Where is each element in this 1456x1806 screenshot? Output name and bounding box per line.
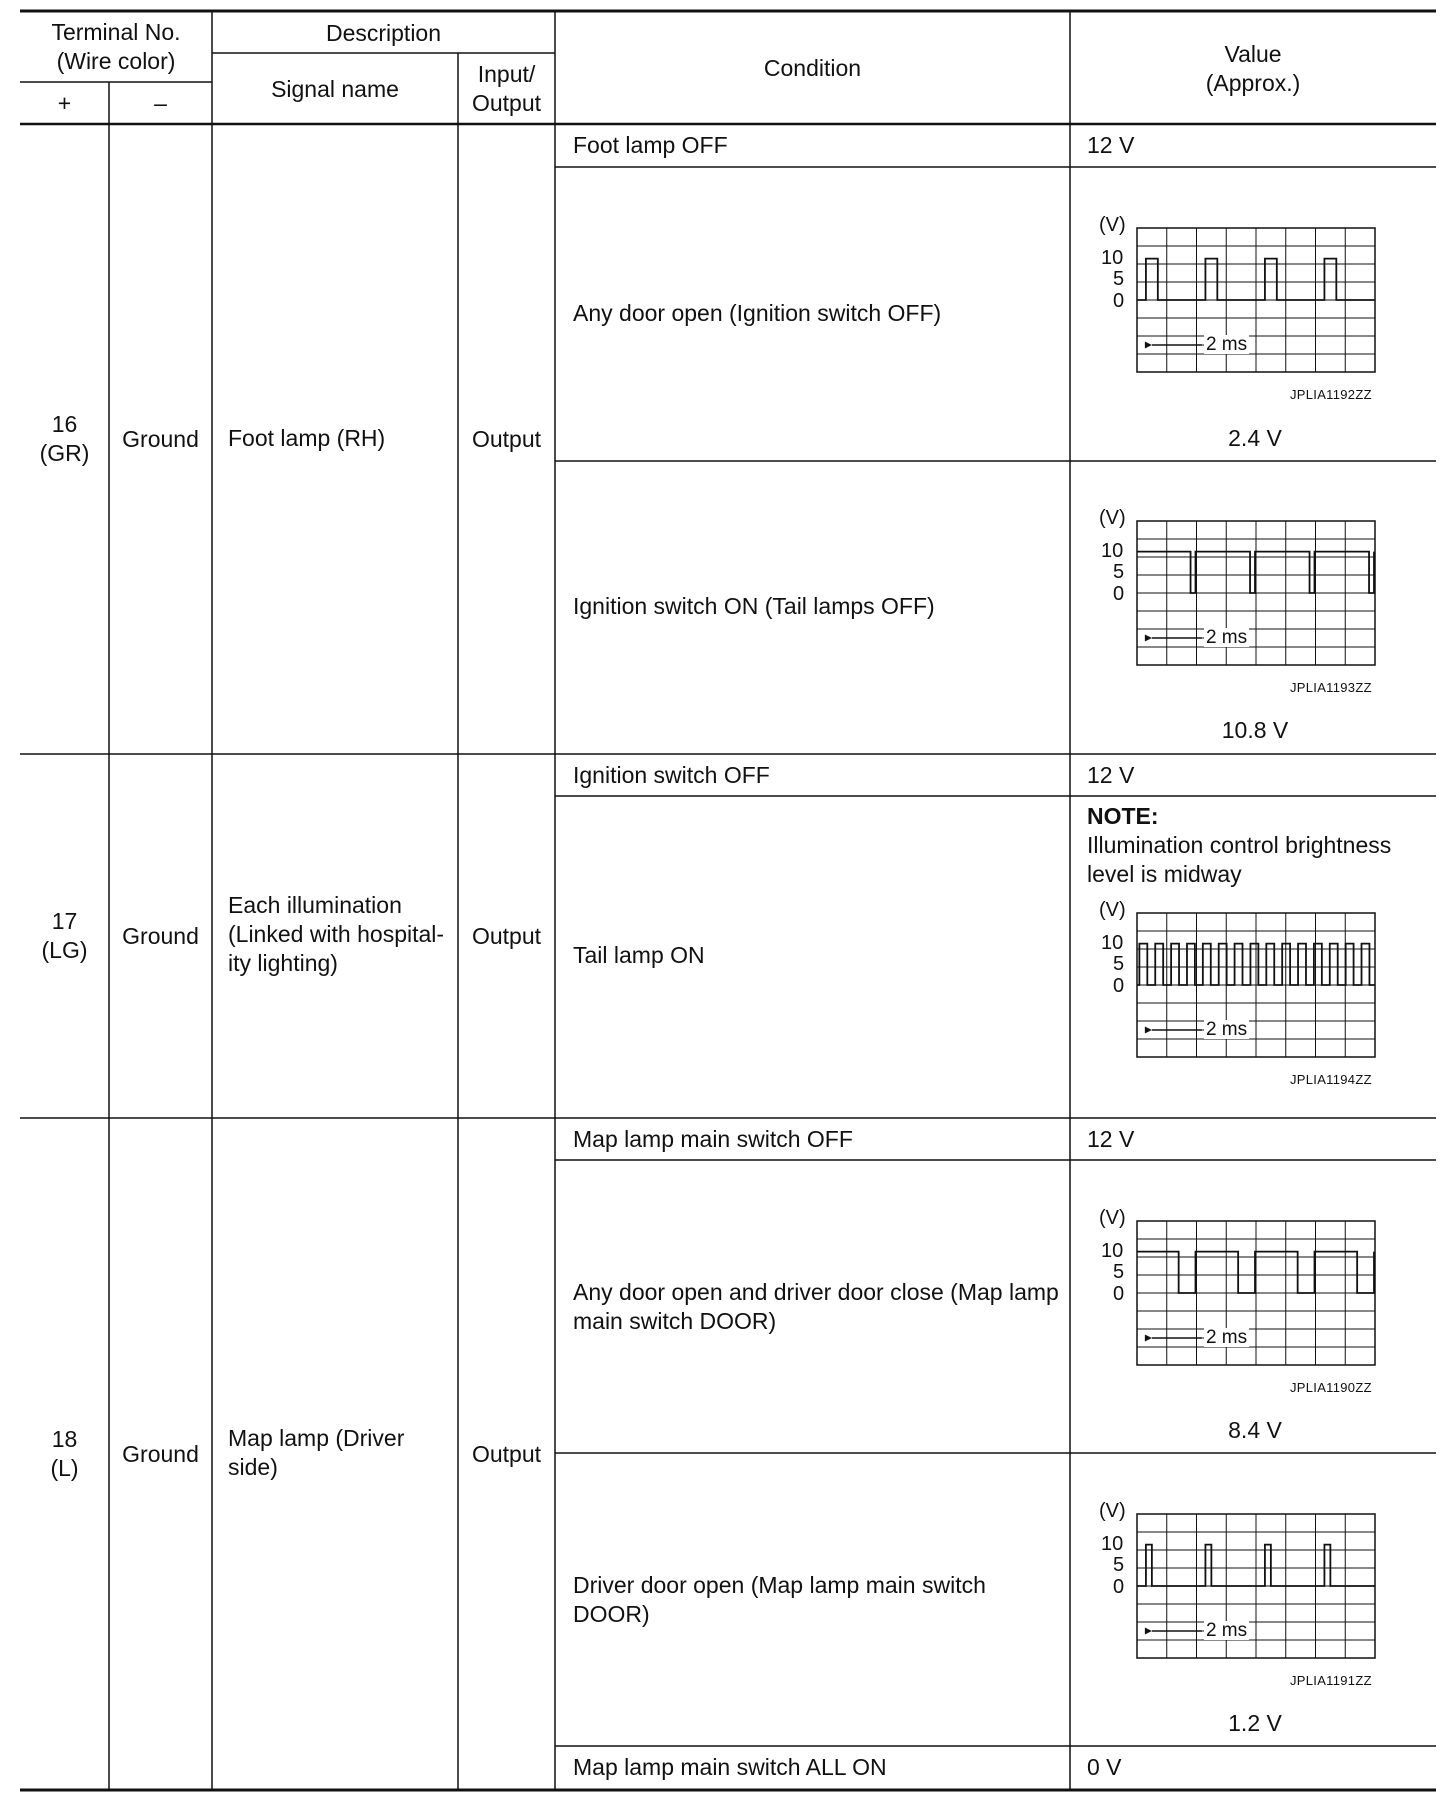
time-scale-label: 2 ms xyxy=(1205,1620,1248,1641)
signal-line: Each illumination xyxy=(228,892,402,918)
header-input-output xyxy=(458,54,555,124)
terminal-17 xyxy=(20,754,109,1118)
note-title: NOTE: xyxy=(1087,803,1159,829)
signal-trace xyxy=(1137,1252,1374,1293)
volt-unit-label: (V) xyxy=(1099,1207,1126,1229)
signal-18 xyxy=(228,1424,458,1482)
waveform-18-2 xyxy=(1095,1206,1425,1416)
terminal-number: 18 xyxy=(51,1426,78,1452)
y-tick-5: 5 xyxy=(1113,1261,1125,1284)
condition-18-3 xyxy=(573,1571,1063,1629)
note-line: Illumination control brightness xyxy=(1087,832,1392,858)
y-tick-10: 10 xyxy=(1101,1532,1124,1555)
figure-code: JPLIA1194ZZ xyxy=(1290,1072,1372,1087)
wire-color: (GR) xyxy=(39,440,90,466)
time-scale-label: 2 ms xyxy=(1205,334,1248,355)
condition-line: main switch DOOR) xyxy=(573,1308,777,1334)
header-plus: + xyxy=(57,90,72,116)
y-tick-5: 5 xyxy=(1113,1554,1125,1577)
value-16-3: 10.8 V xyxy=(1221,717,1289,743)
signal-line: side) xyxy=(228,1454,278,1480)
volt-unit-label: (V) xyxy=(1099,1500,1126,1522)
y-tick-10: 10 xyxy=(1101,539,1124,562)
y-tick-5: 5 xyxy=(1113,953,1125,976)
terminal-number: 16 xyxy=(51,411,78,437)
waveform-17-2 xyxy=(1095,898,1425,1108)
header-input: Input/ xyxy=(477,61,536,87)
ground-18: Ground xyxy=(122,1440,199,1467)
condition-18-2 xyxy=(573,1278,1068,1336)
y-tick-10: 10 xyxy=(1101,931,1124,954)
volt-unit-label: (V) xyxy=(1099,899,1126,921)
y-tick-10: 10 xyxy=(1101,1239,1124,1262)
waveform-18-3 xyxy=(1095,1499,1425,1709)
arrow-head xyxy=(1145,1027,1152,1034)
scope-grid xyxy=(1095,1206,1425,1416)
value-16-1: 12 V xyxy=(1087,132,1135,158)
time-scale-label: 2 ms xyxy=(1205,1019,1248,1040)
y-tick-0: 0 xyxy=(1113,583,1125,605)
condition-16-3: Ignition switch ON (Tail lamps OFF) xyxy=(573,593,935,619)
scope-grid xyxy=(1095,213,1425,423)
terminal-18 xyxy=(20,1118,109,1790)
figure-code: JPLIA1190ZZ xyxy=(1290,1380,1372,1395)
signal-17 xyxy=(228,891,458,978)
value-16-2: 2.4 V xyxy=(1228,425,1282,451)
header-terminal-no: Terminal No. xyxy=(51,19,181,45)
volt-unit-label: (V) xyxy=(1099,507,1126,529)
signal-trace xyxy=(1137,552,1374,593)
arrow-head xyxy=(1145,1335,1152,1342)
io-16: Output xyxy=(471,425,542,452)
header-minus: – xyxy=(154,90,167,116)
header-value-label: Value xyxy=(1224,40,1282,67)
value-18-4: 0 V xyxy=(1087,1754,1122,1780)
time-scale-label: 2 ms xyxy=(1205,627,1248,648)
condition-line: Any door open and driver door close (Map lamp xyxy=(573,1279,1059,1305)
y-tick-0: 0 xyxy=(1113,975,1125,997)
signal-line: Map lamp (Driver xyxy=(228,1425,405,1451)
condition-17-2: Tail lamp ON xyxy=(573,942,705,968)
condition-18-4: Map lamp main switch ALL ON xyxy=(573,1754,887,1780)
note-17 xyxy=(1087,802,1432,889)
figure-code: JPLIA1191ZZ xyxy=(1290,1673,1372,1688)
arrow-head xyxy=(1145,1628,1152,1635)
terminal-16 xyxy=(20,124,109,754)
signal-line: (Linked with hospital- xyxy=(228,921,445,947)
header-description: Description xyxy=(325,19,442,46)
signal-line: ity lighting) xyxy=(228,950,338,976)
volt-unit-label: (V) xyxy=(1099,214,1126,236)
wire-color: (LG) xyxy=(41,937,88,963)
y-tick-0: 0 xyxy=(1113,290,1125,312)
scope-grid xyxy=(1095,1499,1425,1709)
header-signal-name: Signal name xyxy=(271,75,399,102)
header-terminal xyxy=(20,13,212,81)
condition-17-1: Ignition switch OFF xyxy=(573,762,770,788)
waveform-16-2 xyxy=(1095,213,1425,423)
note-line: level is midway xyxy=(1087,861,1242,887)
io-17: Output xyxy=(471,922,542,949)
terminal-number: 17 xyxy=(51,908,78,934)
figure-code: JPLIA1192ZZ xyxy=(1290,387,1372,402)
value-18-1: 12 V xyxy=(1087,1126,1135,1152)
condition-16-2: Any door open (Ignition switch OFF) xyxy=(573,300,942,326)
condition-line: Driver door open (Map lamp main switch xyxy=(573,1572,986,1598)
time-scale-label: 2 ms xyxy=(1205,1327,1248,1348)
waveform-16-3 xyxy=(1095,506,1425,716)
value-17-1: 12 V xyxy=(1087,762,1135,788)
scope-grid xyxy=(1095,898,1425,1108)
y-tick-10: 10 xyxy=(1101,246,1124,269)
condition-18-1: Map lamp main switch OFF xyxy=(573,1126,853,1152)
header-wire-color: (Wire color) xyxy=(56,48,176,74)
arrow-head xyxy=(1145,635,1152,642)
ground-16: Ground xyxy=(122,425,199,452)
header-approx: (Approx.) xyxy=(1205,69,1301,96)
y-tick-5: 5 xyxy=(1113,561,1125,584)
condition-16-1: Foot lamp OFF xyxy=(573,132,728,158)
arrow-head xyxy=(1145,342,1152,349)
value-18-2: 8.4 V xyxy=(1228,1417,1282,1443)
y-tick-5: 5 xyxy=(1113,268,1125,291)
wire-color: (L) xyxy=(50,1455,79,1481)
figure-code: JPLIA1193ZZ xyxy=(1290,680,1372,695)
scope-grid xyxy=(1095,506,1425,716)
value-18-3: 1.2 V xyxy=(1228,1710,1282,1736)
ground-17: Ground xyxy=(122,922,199,949)
io-18: Output xyxy=(471,1440,542,1467)
header-value xyxy=(1070,13,1436,124)
header-condition: Condition xyxy=(763,55,862,81)
header-output: Output xyxy=(471,90,542,116)
signal-16: Foot lamp (RH) xyxy=(228,425,386,451)
condition-line: DOOR) xyxy=(573,1601,650,1627)
y-tick-0: 0 xyxy=(1113,1576,1125,1598)
y-tick-0: 0 xyxy=(1113,1283,1125,1305)
